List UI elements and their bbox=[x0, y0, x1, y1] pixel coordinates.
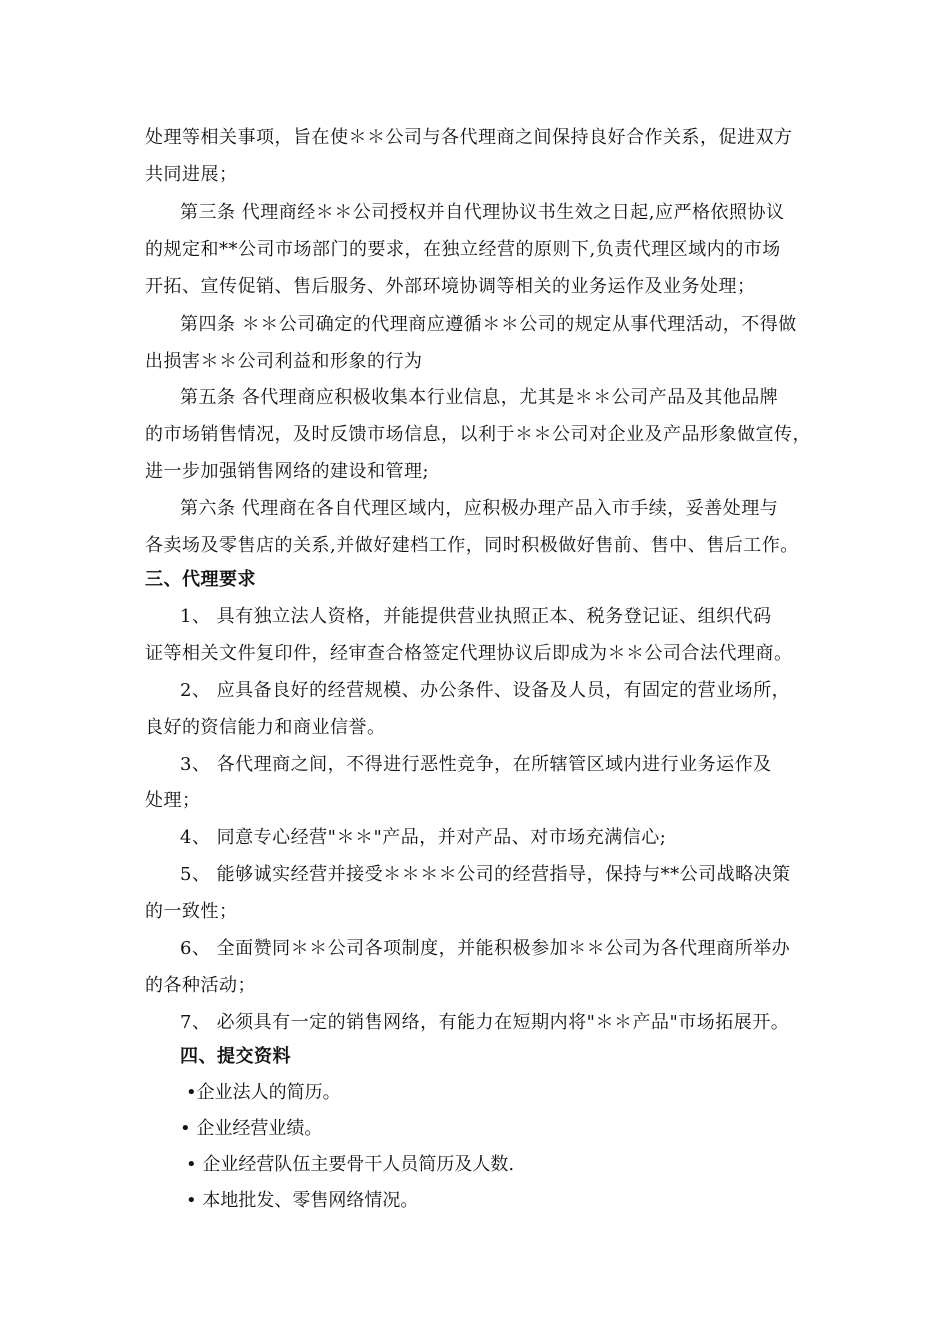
requirement-1-line: 1、 具有独立法人资格，并能提供营业执照正本、税务登记证、组织代码 bbox=[180, 606, 772, 627]
requirement-2-line: 2、 应具备良好的经营规模、办公条件、设备及人员，有固定的营业场所， bbox=[180, 680, 791, 701]
bullet-item: • 企业经营业绩。 bbox=[180, 1118, 323, 1139]
paragraph-line: 的各种活动； bbox=[145, 975, 256, 996]
requirement-3-line: 3、 各代理商之间，不得进行恶性竞争，在所辖管区域内进行业务运作及 bbox=[180, 754, 772, 775]
paragraph-line: 的规定和**公司市场部门的要求，在独立经营的原则下,负责代理区域内的市场 bbox=[145, 239, 781, 260]
paragraph-line: 良好的资信能力和商业信誉。 bbox=[145, 717, 386, 738]
article-6-line: 第六条 代理商在各自代理区域内，应积极办理产品入市手续，妥善处理与 bbox=[180, 498, 779, 519]
paragraph-line: 证等相关文件复印件，经审查合格签定代理协议后即成为＊＊公司合法代理商。 bbox=[145, 643, 793, 664]
paragraph-line: 的一致性； bbox=[145, 901, 238, 922]
requirement-4-line: 4、 同意专心经营"＊＊"产品，并对产品、对市场充满信心; bbox=[180, 827, 667, 848]
paragraph-line: 共同进展； bbox=[145, 164, 238, 185]
paragraph-line: 的市场销售情况，及时反馈市场信息，以利于＊＊公司对企业及产品形象做宣传， bbox=[145, 424, 811, 445]
bullet-item: •企业法人的简历。 bbox=[186, 1082, 341, 1103]
requirement-6-line: 6、 全面赞同＊＊公司各项制度，并能积极参加＊＊公司为各代理商所举办 bbox=[180, 938, 791, 959]
paragraph-line: 开拓、宣传促销、售后服务、外部环境协调等相关的业务运作及业务处理； bbox=[145, 276, 756, 297]
section-4-heading: 四、提交资料 bbox=[180, 1046, 291, 1067]
article-5-line: 第五条 各代理商应积极收集本行业信息，尤其是＊＊公司产品及其他品牌 bbox=[180, 387, 779, 408]
bullet-item: • 本地批发、零售网络情况。 bbox=[186, 1190, 419, 1211]
article-3-line: 第三条 代理商经＊＊公司授权并自代理协议书生效之日起,应严格依照协议 bbox=[180, 202, 785, 223]
paragraph-line: 处理； bbox=[145, 790, 201, 811]
paragraph-line: 各卖场及零售店的关系,并做好建档工作，同时积极做好售前、售中、售后工作。 bbox=[145, 535, 799, 556]
paragraph-line: 处理等相关事项，旨在使＊＊公司与各代理商之间保持良好合作关系，促进双方 bbox=[145, 127, 793, 148]
paragraph-line: 进一步加强销售网络的建设和管理; bbox=[145, 461, 430, 482]
section-3-heading: 三、代理要求 bbox=[145, 569, 256, 590]
requirement-5-line: 5、 能够诚实经营并接受＊＊＊＊公司的经营指导，保持与**公司战略决策 bbox=[180, 864, 791, 885]
bullet-item: • 企业经营队伍主要骨干人员简历及人数. bbox=[186, 1154, 515, 1175]
requirement-7-line: 7、 必须具有一定的销售网络，有能力在短期内将"＊＊产品"市场拓展开。 bbox=[180, 1012, 790, 1033]
paragraph-line: 出损害＊＊公司利益和形象的行为 bbox=[145, 351, 423, 372]
article-4-line: 第四条 ＊＊公司确定的代理商应遵循＊＊公司的规定从事代理活动，不得做 bbox=[180, 314, 797, 335]
